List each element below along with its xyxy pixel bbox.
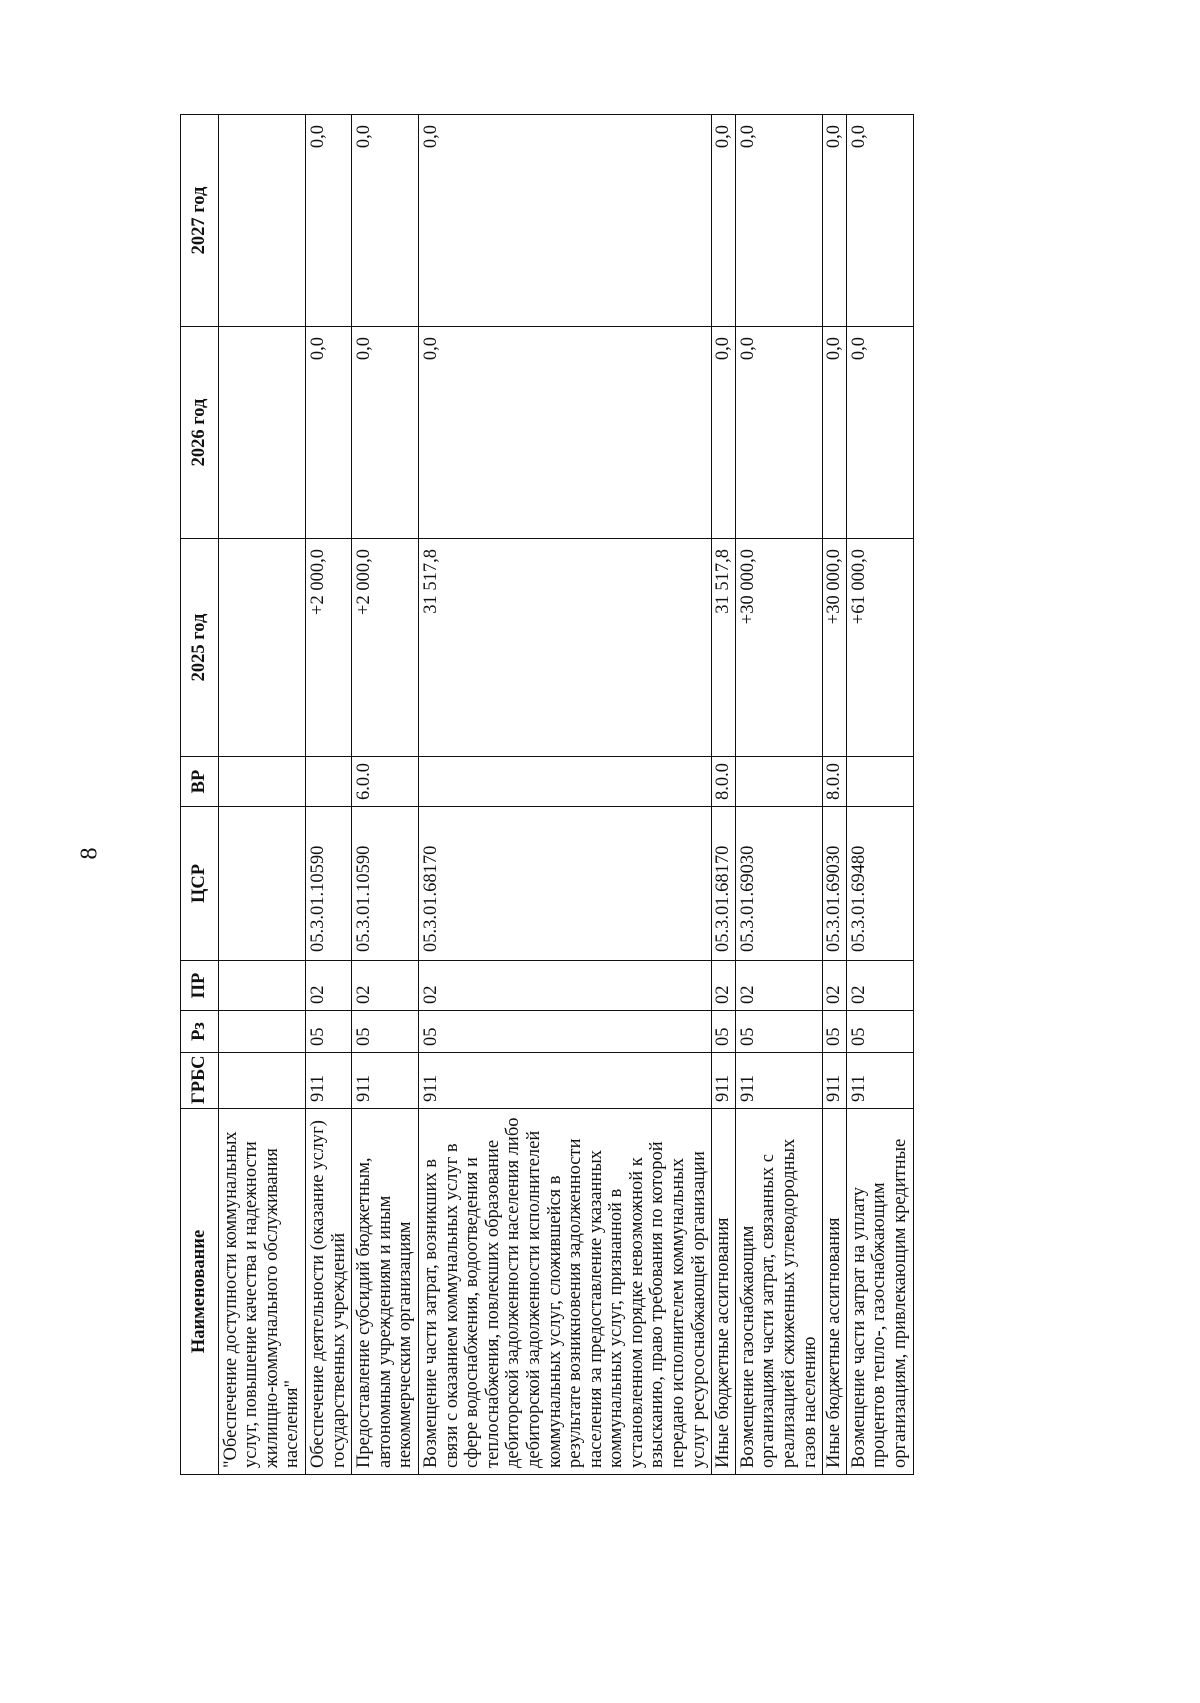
page-number: 8 [76, 847, 103, 860]
cell-vr: 8.0.0 [823, 757, 847, 807]
header-name: Наименование [181, 1109, 219, 1475]
cell-grbs: 911 [305, 1053, 351, 1109]
cell-pr: 02 [305, 961, 351, 1011]
cell-rz: 05 [352, 1011, 419, 1053]
cell-rz: 05 [735, 1011, 822, 1053]
cell-csr: 05.3.01.68170 [712, 807, 736, 961]
cell-2027: 0,0 [418, 115, 711, 327]
cell-rz [218, 1011, 305, 1053]
cell-grbs: 911 [352, 1053, 419, 1109]
cell-2027: 0,0 [846, 115, 913, 327]
table-row [218, 115, 305, 1475]
cell-2025: 31 517,8 [418, 539, 711, 757]
cell-2025: +61 000,0 [846, 539, 913, 757]
table-row [846, 115, 913, 1475]
header-pr: ПР [181, 961, 219, 1011]
cell-pr: 02 [735, 961, 822, 1011]
cell-rz: 05 [846, 1011, 913, 1053]
cell-vr [218, 757, 305, 807]
cell-pr: 02 [846, 961, 913, 1011]
cell-vr [418, 757, 711, 807]
budget-table [180, 114, 914, 1475]
cell-grbs: 911 [418, 1053, 711, 1109]
header-2027: 2027 год [181, 115, 219, 327]
cell-pr: 02 [352, 961, 419, 1011]
cell-name: Возмещение газоснабжающим организациям части затрат, связанных с реализацией сжиженных углеводородных газов населению [735, 1109, 822, 1475]
cell-2026: 0,0 [352, 327, 419, 539]
header-vr: ВР [181, 757, 219, 807]
cell-2026: 0,0 [712, 327, 736, 539]
cell-2027: 0,0 [352, 115, 419, 327]
cell-vr: 6.0.0 [352, 757, 419, 807]
table-header-row [181, 115, 219, 1475]
cell-grbs: 911 [846, 1053, 913, 1109]
table-row [823, 115, 847, 1475]
table-row [352, 115, 419, 1475]
cell-grbs: 911 [735, 1053, 822, 1109]
cell-2027: 0,0 [735, 115, 822, 327]
cell-vr [846, 757, 913, 807]
cell-rz: 05 [712, 1011, 736, 1053]
rotated-table-container [180, 115, 1038, 1475]
header-csr: ЦСР [181, 807, 219, 961]
cell-grbs: 911 [823, 1053, 847, 1109]
cell-name: Иные бюджетные ассигнования [823, 1109, 847, 1475]
cell-2025: +2 000,0 [305, 539, 351, 757]
cell-name: Возмещение части затрат на уплату процентов тепло-, газоснабжающим организациям, привлекающим кредитные [846, 1109, 913, 1475]
cell-rz: 05 [418, 1011, 711, 1053]
cell-pr: 02 [712, 961, 736, 1011]
cell-pr: 02 [418, 961, 711, 1011]
table-row [712, 115, 736, 1475]
table-row [735, 115, 822, 1475]
cell-2026: 0,0 [846, 327, 913, 539]
cell-name: Иные бюджетные ассигнования [712, 1109, 736, 1475]
cell-2027: 0,0 [823, 115, 847, 327]
cell-2026: 0,0 [418, 327, 711, 539]
cell-vr: 8.0.0 [712, 757, 736, 807]
cell-grbs [218, 1053, 305, 1109]
cell-csr: 05.3.01.69480 [846, 807, 913, 961]
cell-2026: 0,0 [305, 327, 351, 539]
cell-pr: 02 [823, 961, 847, 1011]
cell-csr [218, 807, 305, 961]
cell-2025: 31 517,8 [712, 539, 736, 757]
cell-2025: +2 000,0 [352, 539, 419, 757]
cell-vr [305, 757, 351, 807]
cell-2025: +30 000,0 [823, 539, 847, 757]
cell-2026: 0,0 [823, 327, 847, 539]
header-grbs: ГРБС [181, 1053, 219, 1109]
cell-2025 [218, 539, 305, 757]
cell-name: Обеспечение деятельности (оказание услуг) государственных учреждений [305, 1109, 351, 1475]
header-rz: Рз [181, 1011, 219, 1053]
cell-csr: 05.3.01.69030 [735, 807, 822, 961]
table-row [305, 115, 351, 1475]
cell-csr: 05.3.01.10590 [352, 807, 419, 961]
cell-2026: 0,0 [735, 327, 822, 539]
cell-rz: 05 [305, 1011, 351, 1053]
cell-csr: 05.3.01.68170 [418, 807, 711, 961]
cell-csr: 05.3.01.10590 [305, 807, 351, 961]
table-row [418, 115, 711, 1475]
cell-pr [218, 961, 305, 1011]
header-2025: 2025 год [181, 539, 219, 757]
cell-2027: 0,0 [305, 115, 351, 327]
cell-name: "Обеспечение доступности коммунальных услуг, повышение качества и надежности жилищно-коммунального обслуживания населения" [218, 1109, 305, 1475]
cell-vr [735, 757, 822, 807]
header-2026: 2026 год [181, 327, 219, 539]
cell-2027 [218, 115, 305, 327]
cell-2027: 0,0 [712, 115, 736, 327]
cell-csr: 05.3.01.69030 [823, 807, 847, 961]
cell-grbs: 911 [712, 1053, 736, 1109]
cell-rz: 05 [823, 1011, 847, 1053]
cell-2025: +30 000,0 [735, 539, 822, 757]
cell-name: Предоставление субсидий бюджетным, автономным учреждениям и иным некоммерческим организациям [352, 1109, 419, 1475]
cell-name: Возмещение части затрат, возникших в связи с оказанием коммунальных услуг в сфере водоснабжения, водоотведения и теплоснабжения, повлекших образование дебиторской задолженности населения либо дебиторской задолженности исполнителей коммунальных услуг, сложившейся в результате возникновения задолженности населения за предоставление указанных коммунальных услуг, признанной в установленном порядке невозможной к взысканию, право требования по которой передано исполнителем коммунальных услуг ресурсоснабжающей организации [418, 1109, 711, 1475]
cell-2026 [218, 327, 305, 539]
